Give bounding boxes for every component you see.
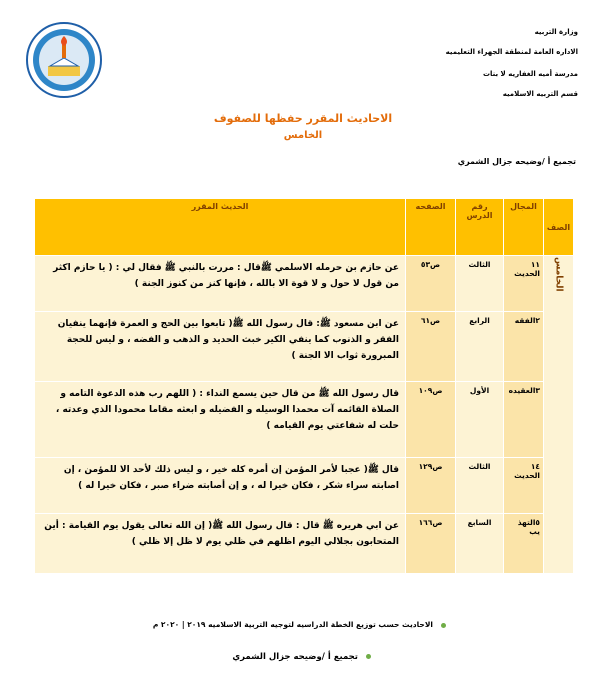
lesson-cell: الثالث — [456, 458, 504, 514]
lesson-cell: الأول — [456, 382, 504, 458]
footer-note-text: الاحاديث حسب توزيع الخطة الدراسيه لتوجيه التربية الاسلاميه ٢٠١٩ | ٢٠٢٠ م — [152, 620, 433, 629]
table-row — [35, 382, 574, 458]
field-cell: ٢الفقه — [504, 312, 544, 382]
table-header-row — [35, 199, 574, 256]
header-grade: الصف — [544, 199, 574, 256]
page-cell: ص١٠٩ — [406, 382, 456, 458]
hadith-cell: عن ابي هريره ﷺ قال : قال رسول الله ﷺ( إن الله تعالى يقول يوم القيامة : أين المتحابون بجلالي اليوم اظلهم في ظلي يوم لا ظل إلا ظلي ) — [35, 514, 406, 574]
school-line: مدرسة أميه الغفاريه لا بنات — [482, 70, 578, 78]
hadith-cell: قال رسول الله ﷺ من قال حين يسمع النداء : ( اللهم رب هذه الدعوة التامه و الصلاة القائمه آت محمدا الوسيله و الفضيله و ابعثه مقاما محمودا الذي وعدته ، حلت له شفاعتي يوم القيامه ) — [35, 382, 406, 458]
hadith-cell: قال ﷺ( عجبا لأمر المؤمن إن أمره كله خير ، و ليس ذلك لأحد الا للمؤمن ، إن اصابته سراء شكر ، فكان خيرا له ، و إن أصابته ضراء صبر ، فكان خيرا له ) — [35, 458, 406, 514]
hadith-cell: عن حازم بن حرمله الاسلمي ﷺقال : مررت بالنبي ﷺ فقال لي : ( يا حازم اكثر من قول لا حول و لا قوة الا بالله ، فإنها كنز من كنوز الجنة ) — [35, 256, 406, 312]
field-cell: ٥التهذ يب — [504, 514, 544, 574]
bullet-icon — [366, 654, 371, 659]
hadith-cell: عن ابن مسعود ﷺ: قال رسول الله ﷺ( تابعوا بين الحج و العمرة فإنهما ينفيان الفقر و الذنوب كما ينفي الكير خبث الحديد و الذهب و الفضه ، و ليس للحجة المبرورة ثواب الا الجنة ) — [35, 312, 406, 382]
table-row — [35, 458, 574, 514]
grade-label: الخامس — [553, 257, 564, 292]
department-line: قسم التربيه الاسلاميه — [502, 90, 578, 98]
lesson-cell: السابع — [456, 514, 504, 574]
page-title: الاحاديث المقرر حفظها للصفوف — [213, 112, 393, 125]
field-cell: ٣العقيده — [504, 382, 544, 458]
page-cell: ص٥٣ — [406, 256, 456, 312]
table-row — [35, 514, 574, 574]
page-cell: ص١٢٩ — [406, 458, 456, 514]
page-subtitle: الخامس — [283, 130, 323, 141]
ministry-line: وزارة التربيه — [534, 28, 578, 36]
footer-compiler-text: تجميع أ /وضيحه جزال الشمري — [232, 652, 358, 662]
page-cell: ص١٦٦ — [406, 514, 456, 574]
compiler-label: تجميع أ /وضيحه جزال الشمري — [457, 157, 576, 166]
field-cell: ١٤ الحديث — [504, 458, 544, 514]
school-logo-icon — [26, 22, 102, 98]
grade-cell — [544, 256, 574, 574]
header-field: المجال — [504, 199, 544, 256]
directorate-line: الاداره العامة لمنطقة الجهراء التعليميه — [445, 48, 578, 56]
page-cell: ص٦١ — [406, 312, 456, 382]
bullet-icon — [441, 623, 446, 628]
footer-compiler — [232, 652, 371, 662]
hadith-table — [34, 198, 574, 574]
lesson-cell: الثالث — [456, 256, 504, 312]
field-cell: ١١ الحديث — [504, 256, 544, 312]
lesson-cell: الرابع — [456, 312, 504, 382]
header-lesson: رقم الدرس — [456, 199, 504, 256]
header-page: الصفحه — [406, 199, 456, 256]
header-hadith: الحديث المقرر — [35, 199, 406, 256]
footer-note — [153, 620, 446, 629]
table-row — [35, 312, 574, 382]
table-row — [35, 256, 574, 312]
